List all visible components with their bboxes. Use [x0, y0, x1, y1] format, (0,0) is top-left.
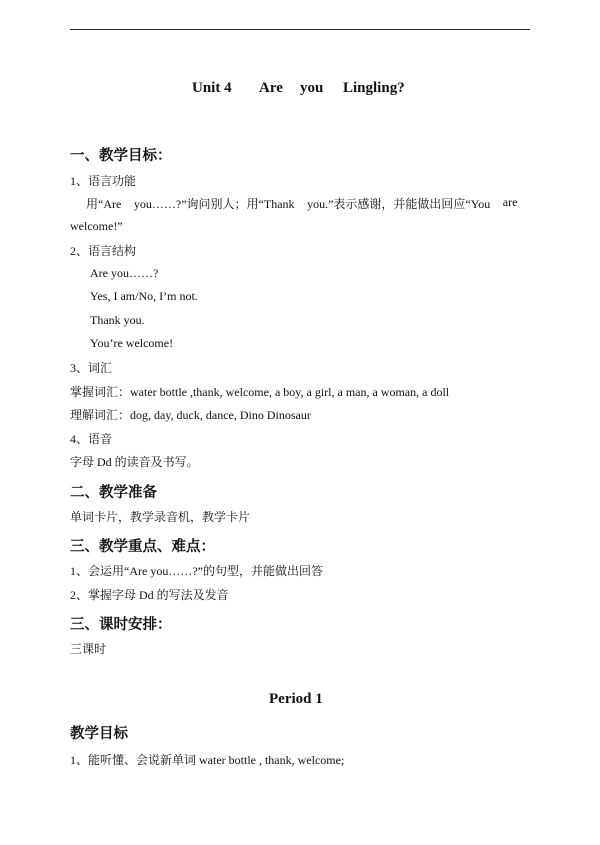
subheading-phonics: 4、语音	[70, 432, 113, 446]
title-unit: Unit 4	[192, 80, 232, 96]
period-title: Period 1	[269, 691, 323, 707]
structure-line: Yes, I am/No, I’m not.	[90, 289, 198, 303]
title-word-are: Are	[259, 80, 283, 96]
vocabulary-understand: 理解词汇：dog, day, duck, dance, Dino Dinosaur	[70, 408, 311, 422]
phonics-text: 字母 Dd 的读音及书写。	[70, 455, 199, 469]
period-objectives-heading: 教学目标	[70, 726, 128, 742]
section-heading-schedule: 三、课时安排：	[70, 617, 172, 633]
preparation-text: 单词卡片，教学录音机，教学卡片	[70, 510, 251, 524]
period-objective-item: 1、能听懂、会说新单词 water bottle , thank, welcome;	[70, 753, 345, 767]
text-segment: you.”表示感谢，并能做出回应“You	[307, 197, 491, 211]
section-heading-key-points: 三、教学重点、难点：	[70, 539, 215, 555]
key-point-item: 2、掌握字母 Dd 的写法及发音	[70, 588, 229, 602]
subheading-language-function: 1、语言功能	[70, 174, 137, 188]
key-point-item: 1、会运用“Are you……?”的句型，并能做出回答	[70, 564, 323, 578]
subheading-language-structure: 2、语言结构	[70, 244, 137, 258]
text-segment: 用“Are	[86, 197, 122, 211]
structure-line: Thank you.	[90, 313, 145, 327]
title-word-you: you	[300, 80, 324, 96]
schedule-text: 三课时	[70, 642, 107, 656]
language-function-line2: welcome!”	[70, 219, 123, 233]
header-rule	[70, 29, 530, 30]
text-segment: you……?”询问别人；用“Thank	[133, 197, 295, 211]
section-heading-preparation: 二、教学准备	[70, 485, 157, 501]
text-segment: are	[502, 195, 518, 209]
structure-line: You’re welcome!	[90, 336, 174, 350]
section-heading-objectives: 一、教学目标：	[70, 148, 172, 164]
vocabulary-master: 掌握词汇：water bottle ,thank, welcome, a boy, a girl, a man, a woman, a doll	[70, 385, 450, 399]
structure-line: Are you……?	[90, 266, 159, 280]
subheading-vocabulary: 3、词汇	[70, 361, 113, 375]
title-word-lingling: Lingling?	[343, 80, 405, 96]
language-function-line1	[86, 195, 530, 212]
